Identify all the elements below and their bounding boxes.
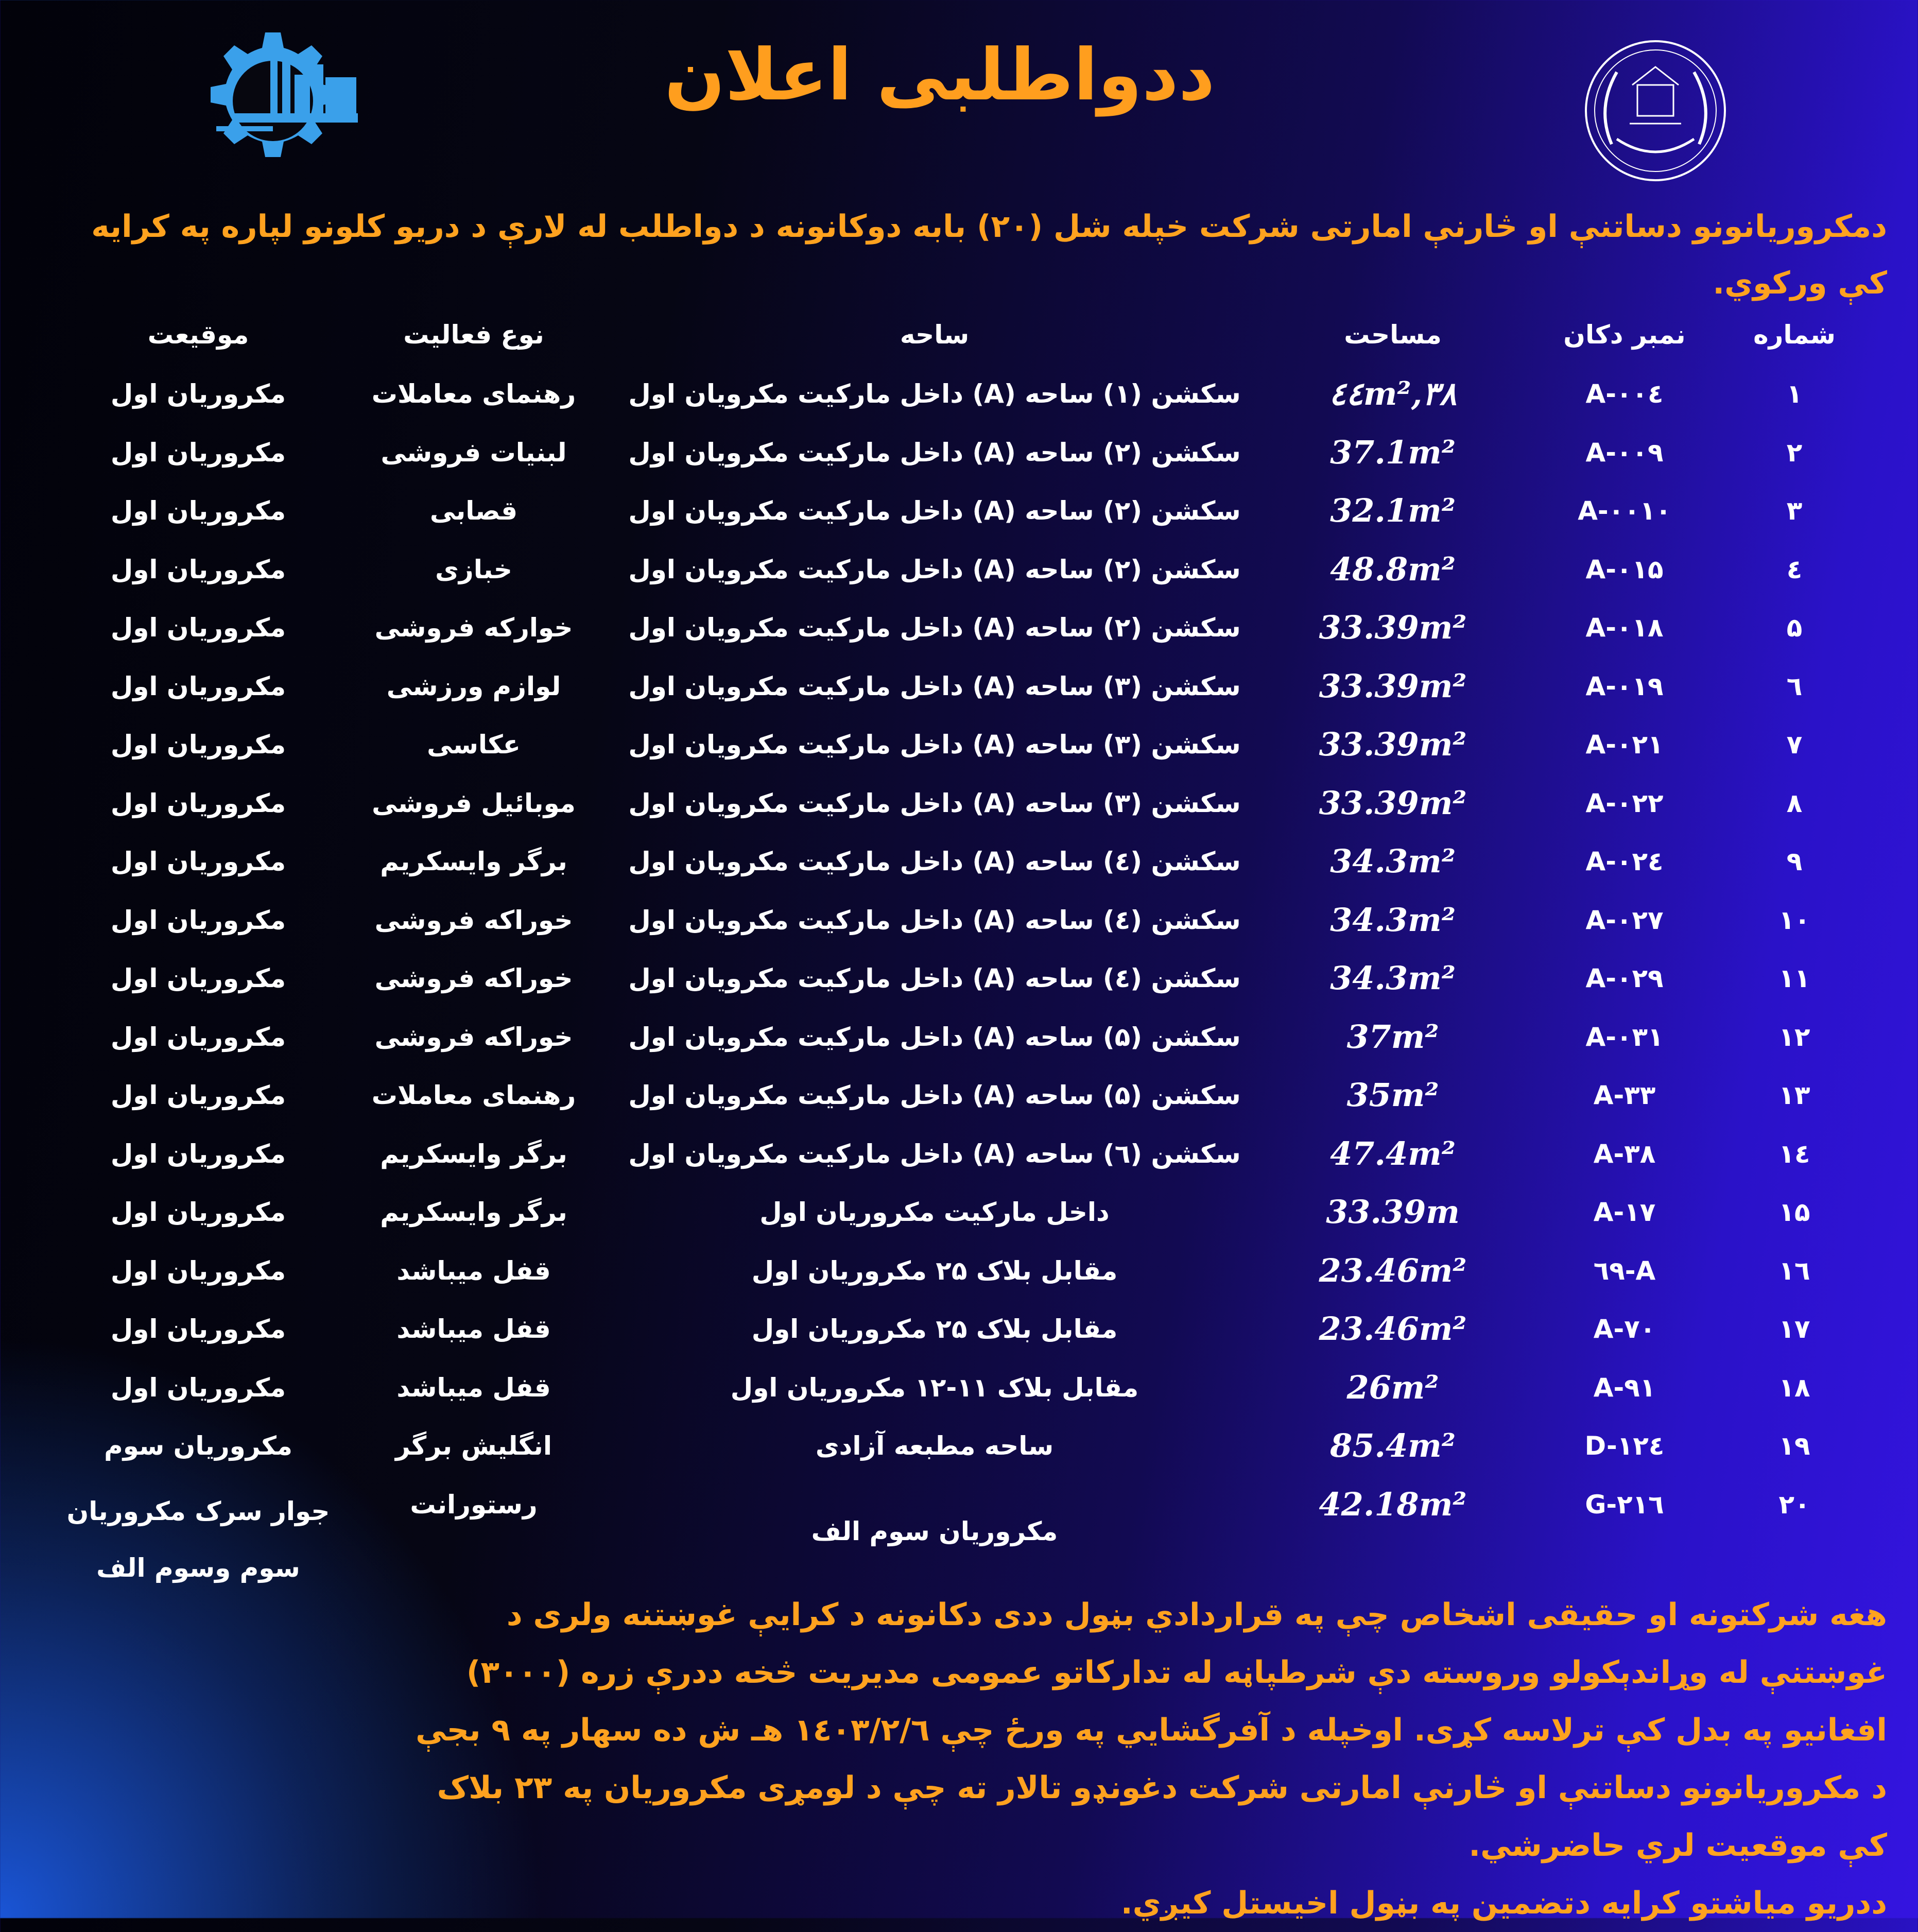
shop-area: 37m² <box>1346 1017 1439 1056</box>
shop-number: A-۰۲٤ <box>1585 847 1664 876</box>
table-row <box>0 1134 1918 1195</box>
header-site: ساحه <box>900 320 970 350</box>
shop-location: مکروریان اول <box>110 730 286 760</box>
row-number: ۱٤ <box>1778 1138 1810 1169</box>
activity-type: برگر وایسکریم <box>380 847 567 876</box>
national-emblem-icon <box>1581 36 1730 185</box>
shop-location: مکروریان اول <box>110 1255 286 1286</box>
row-number: ۸ <box>1786 788 1803 818</box>
shop-site: سکشن (۳) ساحه (A) داخل مارکیت مکرویان اول <box>628 671 1241 701</box>
table-row <box>0 492 1918 552</box>
activity-type: لوازم ورزشی <box>386 671 561 701</box>
activity-type: خوراکه فروشی <box>374 905 573 935</box>
shop-number: A-۰۲۱ <box>1585 730 1664 760</box>
shop-number: A-٦۹ <box>1593 1255 1656 1286</box>
shop-location: مکروریان اول <box>110 847 286 876</box>
shop-area: 42.18m² <box>1319 1485 1467 1523</box>
shop-site: سکشن (۵) ساحه (A) داخل مارکیت مکرویان اول <box>628 1022 1241 1052</box>
shop-area: 33.39m² <box>1319 667 1467 705</box>
shop-number: D-۱۲٤ <box>1584 1431 1665 1461</box>
shop-number: A-۳۳ <box>1593 1080 1656 1110</box>
row-number: ۱۱ <box>1778 963 1810 993</box>
shop-site: مقابل بلاک ۱۱-۱۲ مکروریان اول <box>730 1372 1139 1403</box>
activity-type: قفل میباشد <box>396 1372 551 1403</box>
shop-area: 23.46m² <box>1319 1251 1467 1289</box>
shop-number: A-۰۲۲ <box>1585 788 1664 818</box>
activity-type: قصابی <box>429 496 518 526</box>
shop-site: سکشن (۲) ساحه (A) داخل مارکیت مکرویان اول <box>628 496 1241 526</box>
row-number: ۱۲ <box>1778 1022 1810 1052</box>
header-activity-type: نوع فعالیت <box>403 320 544 350</box>
activity-type: رهنمای معاملات <box>371 379 576 409</box>
row-number: ٦ <box>1786 671 1803 701</box>
header-number: شماره <box>1753 320 1836 350</box>
shop-number: A-۷۰ <box>1593 1314 1656 1344</box>
footer-line: د مکروریانونو دساتنې او څارنې امارتی شرکت دغونډو تالار ته چې د لومړی مکروریان په ۲۳ بلاک <box>437 1770 1887 1806</box>
shop-area: 33.39m² <box>1319 726 1467 763</box>
footer-notice <box>31 1586 1887 1932</box>
table-row <box>0 1251 1918 1312</box>
shop-site: سکشن (۳) ساحه (A) داخل مارکیت مکرویان اول <box>628 730 1241 760</box>
shop-site: داخل مارکیت مکروریان اول <box>759 1197 1110 1227</box>
activity-type: قفل میباشد <box>396 1314 551 1344</box>
shop-area: 47.4m² <box>1330 1134 1456 1172</box>
shop-site: سکشن (۲) ساحه (A) داخل مارکیت مکرویان اول <box>628 613 1241 643</box>
activity-type: رستورانت <box>410 1489 538 1520</box>
table-header <box>0 319 1918 376</box>
shop-location: مکروریان اول <box>110 905 286 935</box>
shop-number: A-۹۱ <box>1593 1372 1656 1403</box>
table-row <box>0 1427 1918 1487</box>
shop-area: 48.8m² <box>1330 550 1456 588</box>
footer-line: ددریو میاشتو کرایه دتضمین په بڼول اخیستل کیږي. <box>1120 1885 1887 1921</box>
row-number: ۳ <box>1786 496 1803 526</box>
table-row <box>0 667 1918 728</box>
table-row <box>0 1485 1918 1583</box>
shop-number: A-۰۰۹ <box>1585 437 1664 468</box>
table-row <box>0 1017 1918 1078</box>
activity-type: لبنیات فروشی <box>381 437 567 468</box>
activity-type: برگر وایسکریم <box>380 1138 567 1169</box>
row-number: ۲۰ <box>1778 1489 1810 1520</box>
shop-number: A-۰۱۸ <box>1585 613 1664 643</box>
shop-number: A-۰۰٤ <box>1585 379 1664 409</box>
table-row <box>0 901 1918 961</box>
shop-area: 33.39m² <box>1319 784 1467 822</box>
table-row <box>0 1310 1918 1370</box>
shop-area: 34.3m² <box>1330 901 1456 939</box>
row-number: ۹ <box>1786 847 1803 876</box>
table-row <box>0 726 1918 786</box>
shop-area: ۳۸,٤٤m² <box>1329 375 1457 412</box>
row-number: ۱۹ <box>1778 1431 1810 1461</box>
activity-type: برگر وایسکریم <box>380 1197 567 1227</box>
shop-number: A-۰۱۵ <box>1585 554 1664 584</box>
row-number: ۷ <box>1786 730 1803 760</box>
shop-location: مکروریان اول <box>110 613 286 643</box>
table-row <box>0 959 1918 1020</box>
table-row <box>0 842 1918 903</box>
shop-number: A-۰۱۹ <box>1585 671 1664 701</box>
header-shop-number: نمبر دکان <box>1563 320 1686 350</box>
shop-area: 26m² <box>1346 1368 1439 1406</box>
header-area: مساحت <box>1344 320 1442 350</box>
shop-site: سکشن (۱) ساحه (A) داخل مارکیت مکرویان اول <box>628 379 1241 409</box>
shop-site: مکروریان سوم الف <box>811 1516 1058 1546</box>
shop-number: A-۱۷ <box>1593 1197 1656 1227</box>
row-number: ٤ <box>1786 554 1803 584</box>
activity-type: انگلیش برگر <box>395 1431 552 1461</box>
shop-area: 33.39m² <box>1319 609 1467 646</box>
shop-site: سکشن (٤) ساحه (A) داخل مارکیت مکرویان اول <box>628 905 1241 935</box>
shop-area: 35m² <box>1346 1076 1439 1114</box>
row-number: ۲ <box>1786 437 1803 468</box>
row-number: ۱۸ <box>1778 1372 1810 1403</box>
activity-type: موبائیل فروشی <box>372 788 576 818</box>
shop-area: 33.39m <box>1326 1193 1460 1231</box>
footer-line: کې موقعیت لري حاضرشي. <box>1468 1827 1887 1864</box>
shop-site: سکشن (٤) ساحه (A) داخل مارکیت مکرویان اول <box>628 847 1241 876</box>
shop-number: A-۳۸ <box>1593 1138 1656 1169</box>
shop-site: سکشن (٤) ساحه (A) داخل مارکیت مکرویان اول <box>628 963 1241 993</box>
activity-type: رهنمای معاملات <box>371 1080 576 1110</box>
shop-location: مکروریان اول <box>110 671 286 701</box>
row-number: ۱۷ <box>1778 1314 1810 1344</box>
footer-line: هغه شرکتونه او حقیقی اشخاص چې په قراردادي بڼول ددی دکانونه د کرایې غوښتنه ولری د <box>506 1597 1887 1633</box>
table-row <box>0 375 1918 435</box>
header-location: موقیعت <box>147 320 249 350</box>
shop-location: مکروریان اول <box>110 1022 286 1052</box>
shop-number: G-۲۱٦ <box>1585 1489 1664 1520</box>
table-row <box>0 1076 1918 1136</box>
shop-number: A-۰۳۱ <box>1585 1022 1664 1052</box>
shop-site: مقابل بلاک ۲۵ مکروریان اول <box>751 1255 1118 1286</box>
activity-type: عکاسی <box>427 730 521 760</box>
shop-site: سکشن (۲) ساحه (A) داخل مارکیت مکرویان اول <box>628 554 1241 584</box>
shop-location: مکروریان اول <box>110 963 286 993</box>
shop-area: 37.1m² <box>1330 433 1456 471</box>
page-title: ددواطلبی اعلان <box>664 33 1215 116</box>
activity-type: خبازی <box>435 554 512 584</box>
shop-location: مکروریان اول <box>110 1197 286 1227</box>
shop-location: مکروریان اول <box>110 788 286 818</box>
shop-area: 23.46m² <box>1319 1310 1467 1348</box>
shop-site: ساحه مطبعه آزادی <box>815 1431 1054 1461</box>
table-row <box>0 784 1918 844</box>
table-row <box>0 609 1918 669</box>
row-number: ۱٦ <box>1778 1255 1810 1286</box>
row-number: ۱۰ <box>1778 905 1810 935</box>
shop-location: مکروریان اول <box>110 437 286 468</box>
shop-location: مکروریان سوم <box>104 1431 292 1461</box>
footer-line: افغانیو په بدل کې ترلاسه کړی. اوخپله د آفرگشایي په ورځ چې ۱٤۰۳/۲/٦ هـ ش ده سهار په ۹ بجې <box>416 1712 1887 1748</box>
footer-line: غوښتنې له وړاندېکولو وروسته دې شرطپاڼه له تدارکاتو عمومی مدیریت څخه ددرې زره (۳۰۰۰) <box>466 1654 1887 1691</box>
shop-location: مکروریان اول <box>110 1314 286 1344</box>
table-row <box>0 433 1918 494</box>
row-number: ۱۳ <box>1778 1080 1810 1110</box>
shop-location: مکروریان اول <box>110 554 286 584</box>
shop-area: 34.3m² <box>1330 959 1456 997</box>
shop-location: مکروریان اول <box>110 379 286 409</box>
shop-number: A-۰۰۱۰ <box>1578 496 1671 526</box>
shop-site: سکشن (۳) ساحه (A) داخل مارکیت مکرویان اول <box>628 788 1241 818</box>
row-number: ۱ <box>1786 379 1803 409</box>
shop-area: 85.4m² <box>1330 1427 1456 1464</box>
table-row <box>0 1368 1918 1429</box>
shop-location: مکروریان اول <box>110 1138 286 1169</box>
activity-type: خوراکه فروشی <box>374 963 573 993</box>
shop-number: A-۰۲۹ <box>1585 963 1664 993</box>
activity-type: خوارکه فروشی <box>374 613 573 643</box>
table-row <box>0 550 1918 611</box>
shop-location: جوار سرک مکروریان سوم وسوم الف <box>66 1496 330 1583</box>
activity-type: قفل میباشد <box>396 1255 551 1286</box>
shop-area: 34.3m² <box>1330 842 1456 880</box>
shop-site: سکشن (۵) ساحه (A) داخل مارکیت مکرویان اول <box>628 1080 1241 1110</box>
shop-site: سکشن (۲) ساحه (A) داخل مارکیت مکرویان اول <box>628 437 1241 468</box>
table-row <box>0 1193 1918 1253</box>
shop-location: مکروریان اول <box>110 1080 286 1110</box>
activity-type: خوراکه فروشی <box>374 1022 573 1052</box>
shop-area: 32.1m² <box>1330 492 1456 529</box>
shop-location: مکروریان اول <box>110 1372 286 1403</box>
shop-location: مکروریان اول <box>110 496 286 526</box>
shop-number: A-۰۲۷ <box>1585 905 1664 935</box>
gear-factory-logo-icon <box>185 23 371 183</box>
shop-site: سکشن (٦) ساحه (A) داخل مارکیت مکرویان اول <box>628 1138 1241 1169</box>
intro-paragraph: دمکروریانونو دساتنې او څارنې امارتی شرکت خپله شل (۲۰) بابه دوکانونه د دواطلب له لارې د دریو کلونو لپاره په کرایه کې ورکوي. <box>91 209 1887 301</box>
row-number: ۵ <box>1786 613 1803 643</box>
shop-site: مقابل بلاک ۲۵ مکروریان اول <box>751 1314 1118 1344</box>
row-number: ۱۵ <box>1778 1197 1810 1227</box>
